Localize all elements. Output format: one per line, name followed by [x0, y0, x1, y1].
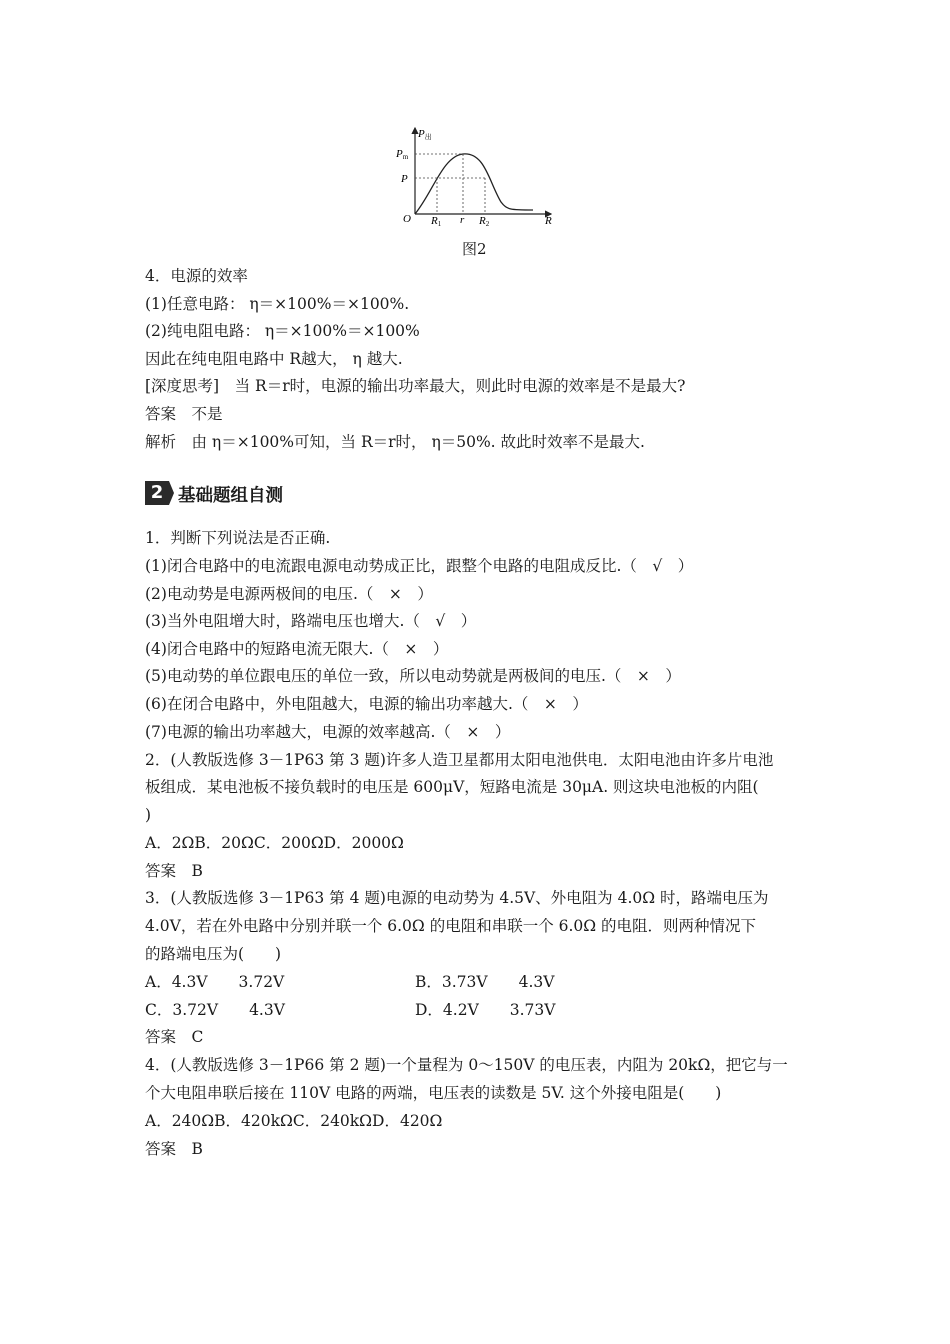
efficiency-line-3: 因此在纯电阻电路中 R越大， η 越大.	[145, 350, 403, 368]
efficiency-heading: 4．电源的效率	[145, 267, 248, 285]
q4-answer: 答案 B	[145, 1140, 203, 1158]
efficiency-line-2: (2)纯电阻电路： η＝×100%＝×100%	[145, 322, 420, 340]
y-axis-label: P出	[418, 128, 432, 141]
p-label: P	[401, 173, 408, 185]
think-answer: 答案 不是	[145, 405, 223, 423]
origin-label: O	[403, 213, 411, 225]
q3-answer: 答案 C	[145, 1028, 204, 1046]
q4-line-2: 个大电阻串联后接在 110V 电路的两端，电压表的读数是 5V. 这个外接电阻是( )	[145, 1084, 722, 1102]
q1-item: (2)电动势是电源两极间的电压.（ × ）	[145, 585, 433, 603]
q2-line-3: )	[145, 806, 152, 824]
q3-line-1: 3．(人教版选修 3－1P63 第 4 题)电源的电动势为 4.5V、外电阻为 4.0Ω 时，路端电压为	[145, 889, 769, 907]
q1-item: (4)闭合电路中的短路电流无限大.（ × ）	[145, 640, 449, 658]
q3-option-d: D．4.2V 3.73V	[415, 1001, 556, 1019]
q3-option-a: A．4.3V 3.72V	[145, 973, 285, 991]
q2-options: A．2ΩB．20ΩC．200ΩD．2000Ω	[145, 834, 404, 852]
deep-thinking: [深度思考] 当 R＝r时，电源的输出功率最大，则此时电源的效率是不是最大?	[145, 377, 686, 395]
q1-item: (6)在闭合电路中，外电阻越大，电源的输出功率越大.（ × ）	[145, 695, 588, 713]
q1-item: (5)电动势的单位跟电压的单位一致，所以电动势就是两极间的电压.（ × ）	[145, 667, 681, 685]
q1-item: (1)闭合电路中的电流跟电源电动势成正比，跟整个电路的电阻成反比.（ √ ）	[145, 557, 694, 575]
q1-stem: 1．判断下列说法是否正确.	[145, 529, 331, 547]
r1-label: R1	[431, 215, 442, 228]
q1-item: (7)电源的输出功率越大，电源的效率越高.（ × ）	[145, 723, 511, 741]
think-analysis: 解析 由 η＝×100%可知，当 R＝r时， η＝50%. 故此时效率不是最大.	[145, 433, 645, 451]
figure-caption: 图2	[462, 240, 487, 258]
q3-line-3: 的路端电压为( )	[145, 945, 282, 963]
r-label: r	[460, 214, 465, 226]
section-number-badge: 2	[145, 481, 169, 505]
q4-line-1: 4．(人教版选修 3－1P66 第 2 题)一个量程为 0～150V 的电压表，内阻为 20kΩ，把它与一	[145, 1056, 788, 1074]
q3-option-c: C．3.72V 4.3V	[145, 1001, 285, 1019]
q4-options: A．240ΩB．420kΩC．240kΩD．420Ω	[145, 1112, 443, 1130]
q2-line-1: 2．(人教版选修 3－1P63 第 3 题)许多人造卫星都用太阳电池供电．太阳电池由许多片电池	[145, 751, 774, 769]
q3-option-b: B．3.73V 4.3V	[415, 973, 555, 991]
efficiency-line-1: (1)任意电路： η＝×100%＝×100%.	[145, 295, 410, 313]
q2-answer: 答案 B	[145, 862, 203, 880]
x-axis-label: R	[545, 215, 552, 227]
power-vs-resistance-graph	[393, 122, 563, 237]
pm-label: Pm	[396, 148, 409, 161]
q2-line-2: 板组成．某电池板不接负载时的电压是 600μV，短路电流是 30μA. 则这块电池板的内阻(	[145, 778, 759, 796]
q3-line-2: 4.0V，若在外电路中分别并联一个 6.0Ω 的电阻和串联一个 6.0Ω 的电阻．则两种情况下	[145, 917, 757, 935]
power-curve	[415, 154, 533, 214]
section-title: 基础题组自测	[178, 486, 283, 506]
q1-item: (3)当外电阻增大时，路端电压也增大.（ √ ）	[145, 612, 477, 630]
r2-label: R2	[479, 215, 490, 228]
